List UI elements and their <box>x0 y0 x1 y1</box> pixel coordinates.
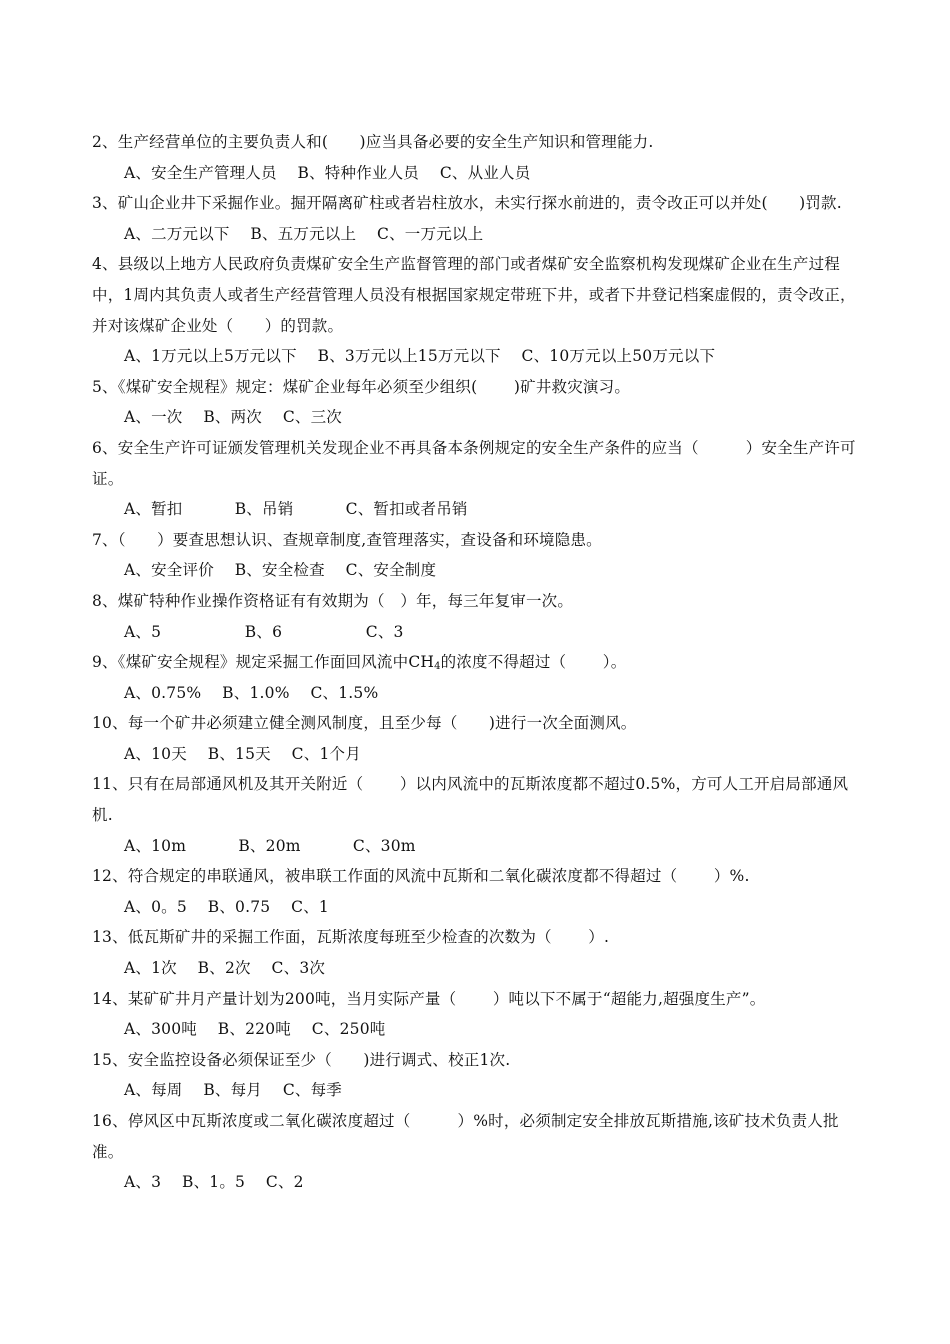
question-text: 6、安全生产许可证颁发管理机关发现企业不再具备本条例规定的安全生产条件的应当（ ）安全生产许可证。 <box>92 438 856 488</box>
question-text: 7、（ ）要查思想认识、查规章制度,查管理落实，查设备和环境隐患。 <box>92 530 602 549</box>
question-text: 15、安全监控设备必须保证至少（ )进行调式、校正1次. <box>92 1050 511 1069</box>
question-text: 5、《煤矿安全规程》规定：煤矿企业每年必须至少组织( )矿井救灾演习。 <box>92 377 631 396</box>
question-text-before: 9、《煤矿安全规程》规定采掘工作面回风流中CH <box>92 653 435 672</box>
question-text: 12、符合规定的串联通风，被串联工作面的风流中瓦斯和二氧化碳浓度都不得超过（ ）%. <box>92 867 750 886</box>
question-8 <box>92 586 862 647</box>
question-options: A、10m B、20m C、30m <box>124 836 416 855</box>
question-text-after: 的浓度不得超过（ ）。 <box>440 653 627 672</box>
question-6 <box>92 433 862 525</box>
question-16 <box>92 1106 862 1198</box>
question-options: A、0。5 B、0.75 C、1 <box>124 897 329 916</box>
question-text: 2、生产经营单位的主要负责人和( )应当具备必要的安全生产知识和管理能力. <box>92 133 654 151</box>
question-14 <box>92 984 862 1045</box>
question-options: A、5 B、6 C、3 <box>124 622 404 641</box>
question-text: 8、煤矿特种作业操作资格证有有效期为（ ）年，每三年复审一次。 <box>92 591 574 610</box>
question-options: A、安全评价 B、安全检查 C、安全制度 <box>124 561 437 580</box>
question-text: 10、每一个矿井必须建立健全测风制度，且至少每（ )进行一次全面测风。 <box>92 714 637 733</box>
question-options: A、暂扣 B、吊销 C、暂扣或者吊销 <box>124 500 468 519</box>
question-2 <box>92 127 862 188</box>
question-12 <box>92 861 862 922</box>
question-4 <box>92 249 862 371</box>
question-3 <box>92 188 862 249</box>
question-text-subscript: 4 <box>434 661 441 673</box>
question-options: A、1万元以上5万元以下 B、3万元以上15万元以下 C、10万元以上50万元以下 <box>124 347 716 366</box>
question-10 <box>92 708 862 769</box>
question-options: A、每周 B、每月 C、每季 <box>124 1081 342 1100</box>
question-list <box>92 127 862 1198</box>
question-text: 11、只有在局部通风机及其开关附近（ ）以内风流中的瓦斯浓度都不超过0.5%，方可人工开启局部通风机. <box>92 775 849 825</box>
question-options: A、1次 B、2次 C、3次 <box>124 959 326 978</box>
question-options: A、0.75% B、1.0% C、1.5% <box>124 683 379 702</box>
question-7 <box>92 525 862 586</box>
question-text: 14、某矿矿井月产量计划为200吨，当月实际产量（ ）吨以下不属于“超能力,超强度生产”。 <box>92 989 766 1008</box>
question-text: 3、矿山企业井下采掘作业。掘开隔离矿柱或者岩柱放水，未实行探水前进的，责令改正可以并处( )罚款. <box>92 194 842 213</box>
question-options: A、一次 B、两次 C、三次 <box>124 408 342 427</box>
question-options: A、3 B、1。5 C、2 <box>124 1173 304 1192</box>
question-text: 13、低瓦斯矿井的采掘工作面，瓦斯浓度每班至少检查的次数为（ ）. <box>92 928 610 947</box>
question-options: A、安全生产管理人员 B、特种作业人员 C、从业人员 <box>124 163 531 182</box>
question-options: A、二万元以下 B、五万元以上 C、一万元以上 <box>124 224 484 243</box>
question-text: 4、县级以上地方人民政府负责煤矿安全生产监督管理的部门或者煤矿安全监察机构发现煤矿企业在生产过程中，1周内其负责人或者生产经营管理人员没有根据国家规定带班下井，或者下井登记档案虚假的，责令改正，并对该煤矿企业处（ ）的罚款。 <box>92 255 856 335</box>
question-5 <box>92 372 862 433</box>
question-11 <box>92 769 862 861</box>
question-options: A、10天 B、15天 C、1个月 <box>124 744 361 763</box>
question-9 <box>92 647 862 708</box>
question-text <box>92 647 862 678</box>
question-options: A、300吨 B、220吨 C、250吨 <box>124 1020 386 1039</box>
question-15 <box>92 1045 862 1106</box>
question-text: 16、停风区中瓦斯浓度或二氧化碳浓度超过（ ）%时，必须制定安全排放瓦斯措施,该矿技术负责人批准。 <box>92 1112 839 1161</box>
question-13 <box>92 922 862 983</box>
